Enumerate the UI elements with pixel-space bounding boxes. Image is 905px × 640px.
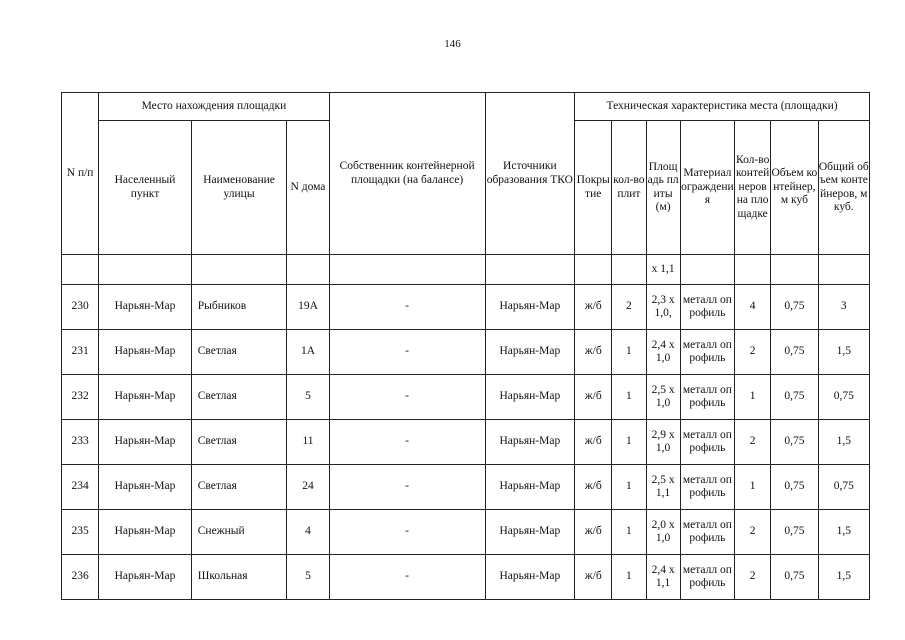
header-row-group	[62, 93, 870, 121]
cell-cover: ж/б	[575, 510, 612, 555]
cell-source: Нарьян-Мар	[485, 420, 575, 465]
cell-area: 2,9 х 1,0	[646, 420, 680, 465]
cell-house: 24	[287, 465, 329, 510]
cell-settlement: Нарьян-Мар	[99, 555, 192, 600]
cell-cover: ж/б	[575, 555, 612, 600]
header-container-volume: Объем контейнер, м куб	[771, 121, 818, 255]
cell-total: 1,5	[818, 420, 869, 465]
cell-volume: 0,75	[771, 555, 818, 600]
cell-volume: 0,75	[771, 465, 818, 510]
table-row	[62, 465, 870, 510]
cell-total: 1,5	[818, 510, 869, 555]
cell-owner: -	[329, 465, 485, 510]
cell-area: 2,4 х 1,0	[646, 330, 680, 375]
cell-street: Школьная	[191, 555, 287, 600]
continuation-slab-area: х 1,1	[646, 255, 680, 285]
cell-house: 5	[287, 555, 329, 600]
cell-owner: -	[329, 330, 485, 375]
cell-fence: металл опрофиль	[680, 555, 734, 600]
header-source: Источники образования ТКО	[485, 93, 575, 255]
cell-street: Светлая	[191, 420, 287, 465]
header-street: Наименование улицы	[191, 121, 287, 255]
cell-num: 234	[62, 465, 99, 510]
page-number: 146	[444, 38, 461, 50]
cell-owner: -	[329, 285, 485, 330]
cell-containers: 4	[735, 285, 771, 330]
header-owner: Собственник контейнерной площадки (на балансе)	[329, 93, 485, 255]
cell-total: 0,75	[818, 465, 869, 510]
header-slab-area: Площадь плиты (м)	[646, 121, 680, 255]
cell-containers: 2	[735, 420, 771, 465]
header-cover: Покрытие	[575, 121, 612, 255]
cell-area: 2,5 х 1,1	[646, 465, 680, 510]
table-row	[62, 510, 870, 555]
cell-num: 231	[62, 330, 99, 375]
cell-volume: 0,75	[771, 330, 818, 375]
cell-house: 11	[287, 420, 329, 465]
cell-source: Нарьян-Мар	[485, 510, 575, 555]
cell-source: Нарьян-Мар	[485, 555, 575, 600]
cell-cover: ж/б	[575, 285, 612, 330]
cell-fence: металл опрофиль	[680, 465, 734, 510]
cell-num: 232	[62, 375, 99, 420]
cell-fence: металл опрофиль	[680, 330, 734, 375]
cell-settlement: Нарьян-Мар	[99, 510, 192, 555]
cell-volume: 0,75	[771, 285, 818, 330]
cell-containers: 2	[735, 555, 771, 600]
cell-house: 4	[287, 510, 329, 555]
header-num: N п/п	[62, 93, 99, 255]
cell-total: 3	[818, 285, 869, 330]
cell-house: 5	[287, 375, 329, 420]
table-row	[62, 555, 870, 600]
cell-total: 1,5	[818, 555, 869, 600]
header-house: N дома	[287, 121, 329, 255]
cell-cover: ж/б	[575, 465, 612, 510]
cell-house: 1А	[287, 330, 329, 375]
header-settlement: Населенный пункт	[99, 121, 192, 255]
cell-slabs: 1	[612, 510, 646, 555]
cell-containers: 2	[735, 510, 771, 555]
container-sites-table	[61, 92, 870, 600]
cell-fence: металл опрофиль	[680, 375, 734, 420]
cell-slabs: 2	[612, 285, 646, 330]
cell-volume: 0,75	[771, 510, 818, 555]
table-row	[62, 285, 870, 330]
cell-source: Нарьян-Мар	[485, 330, 575, 375]
cell-settlement: Нарьян-Мар	[99, 330, 192, 375]
cell-volume: 0,75	[771, 420, 818, 465]
cell-slabs: 1	[612, 330, 646, 375]
cell-owner: -	[329, 420, 485, 465]
cell-fence: металл опрофиль	[680, 285, 734, 330]
cell-num: 235	[62, 510, 99, 555]
header-slab-count: кол-во плит	[612, 121, 646, 255]
cell-area: 2,5 х 1,0	[646, 375, 680, 420]
cell-area: 2,0 х 1,0	[646, 510, 680, 555]
cell-slabs: 1	[612, 465, 646, 510]
cell-settlement: Нарьян-Мар	[99, 285, 192, 330]
cell-area: 2,3 х 1,0,	[646, 285, 680, 330]
table-row	[62, 330, 870, 375]
cell-slabs: 1	[612, 375, 646, 420]
header-container-count: Кол-во контейнеров на площадке	[735, 121, 771, 255]
cell-containers: 1	[735, 375, 771, 420]
cell-num: 233	[62, 420, 99, 465]
cell-fence: металл опрофиль	[680, 510, 734, 555]
continuation-row	[62, 255, 870, 285]
header-fence: Материал ограждения	[680, 121, 734, 255]
table-row	[62, 420, 870, 465]
cell-house: 19А	[287, 285, 329, 330]
cell-total: 0,75	[818, 375, 869, 420]
cell-slabs: 1	[612, 420, 646, 465]
cell-fence: металл опрофиль	[680, 420, 734, 465]
cell-num: 230	[62, 285, 99, 330]
cell-source: Нарьян-Мар	[485, 465, 575, 510]
cell-settlement: Нарьян-Мар	[99, 465, 192, 510]
cell-source: Нарьян-Мар	[485, 375, 575, 420]
cell-volume: 0,75	[771, 375, 818, 420]
cell-street: Светлая	[191, 375, 287, 420]
cell-cover: ж/б	[575, 375, 612, 420]
cell-settlement: Нарьян-Мар	[99, 375, 192, 420]
cell-area: 2,4 х 1,1	[646, 555, 680, 600]
cell-settlement: Нарьян-Мар	[99, 420, 192, 465]
cell-containers: 1	[735, 465, 771, 510]
cell-street: Светлая	[191, 330, 287, 375]
cell-source: Нарьян-Мар	[485, 285, 575, 330]
cell-street: Снежный	[191, 510, 287, 555]
header-tech-group: Техническая характеристика места (площадки)	[575, 93, 870, 121]
cell-street: Рыбников	[191, 285, 287, 330]
cell-owner: -	[329, 555, 485, 600]
header-total-volume: Общий объем контейнеров, м куб.	[818, 121, 869, 255]
cell-owner: -	[329, 510, 485, 555]
cell-total: 1,5	[818, 330, 869, 375]
cell-cover: ж/б	[575, 330, 612, 375]
header-location-group: Место нахождения площадки	[99, 93, 329, 121]
cell-containers: 2	[735, 330, 771, 375]
cell-num: 236	[62, 555, 99, 600]
table-row	[62, 375, 870, 420]
cell-slabs: 1	[612, 555, 646, 600]
cell-street: Светлая	[191, 465, 287, 510]
cell-cover: ж/б	[575, 420, 612, 465]
cell-owner: -	[329, 375, 485, 420]
